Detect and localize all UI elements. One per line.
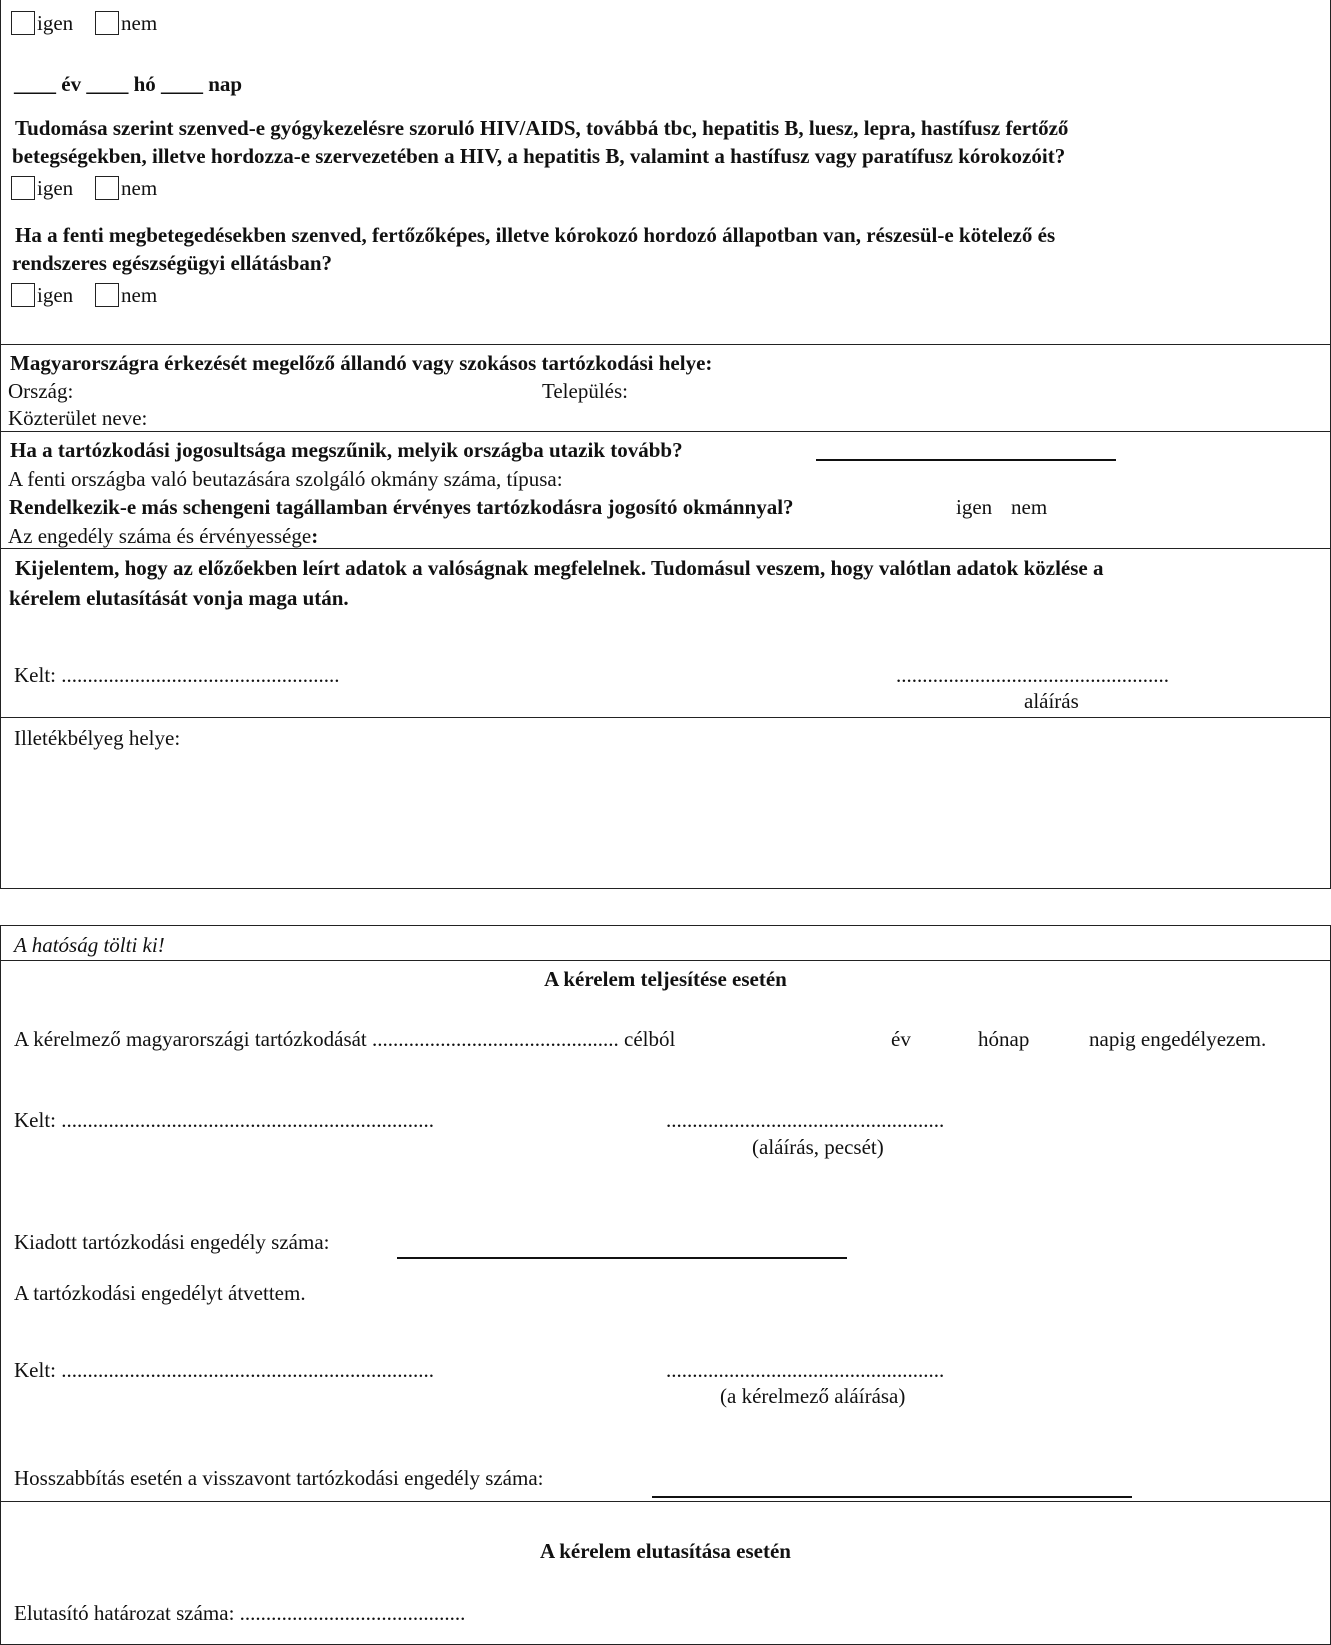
declaration-date-field[interactable]: Kelt: ..................................................... [14, 663, 340, 687]
permit-received-statement: A tartózkodási engedélyt átvettem. [14, 1281, 306, 1305]
approval-date-field[interactable]: Kelt: ....................................................................... [14, 1108, 434, 1132]
approval-day-label: napig engedélyezem. [1089, 1027, 1267, 1051]
permit-validity-text: Az engedély száma és érvényessége [8, 524, 312, 548]
onward-country-input-line[interactable] [816, 459, 1116, 461]
date-line: ____ év ____ hó ____ nap [14, 72, 243, 96]
rejection-number-field[interactable]: Elutasító határozat száma: ........................................... [14, 1601, 466, 1625]
divider [0, 960, 1331, 961]
q0-yes-checkbox[interactable] [11, 11, 35, 35]
q0-no-checkbox[interactable] [95, 11, 119, 35]
permit-validity-colon: : [311, 524, 319, 548]
q1-text-line1: Tudomása szerint szenved-e gyógykezelésre szoruló HIV/AIDS, továbbá tbc, hepatitis B, luesz, lepra, hastífusz fertőző [15, 116, 1069, 140]
divider [0, 717, 1331, 718]
street-label: Közterület neve: [8, 406, 148, 430]
revoked-permit-input-line[interactable] [652, 1496, 1132, 1498]
divider [0, 548, 1331, 549]
q0-yes-label: igen [37, 11, 74, 35]
q2-yes-label: igen [37, 283, 74, 307]
settlement-label: Település: [542, 379, 628, 403]
receipt-date-field[interactable]: Kelt: ....................................................................... [14, 1358, 434, 1382]
q2-text-line2: rendszeres egészségügyi ellátásban? [12, 251, 333, 275]
q1-no-label: nem [121, 176, 158, 200]
residence-heading: Magyarországra érkezését megelőző állandó vagy szokásos tartózkodási helye: [10, 351, 713, 375]
permit-validity-label [8, 526, 318, 547]
rejection-section-title: A kérelem elutasítása esetén [540, 1539, 791, 1563]
q2-text-line1: Ha a fenti megbetegedésekben szenved, fertőzőképes, illetve kórokozó hordozó állapotban van, részesül-e kötelező és [15, 223, 1056, 247]
approval-signature-line[interactable]: ..................................................... [666, 1108, 945, 1132]
declaration-line2: kérelem elutasítását vonja maga után. [9, 586, 349, 610]
q1-text-line2: betegségekben, illetve hordozza-e szervezetében a HIV, a hepatitis B, valamint a hastífusz vagy paratífusz kórokozóit? [12, 144, 1066, 168]
divider [0, 431, 1331, 432]
schengen-question: Rendelkezik-e más schengeni tagállamban érvényes tartózkodásra jogosító okmánnyal? [9, 495, 794, 519]
approval-signature-label: (aláírás, pecsét) [752, 1135, 884, 1159]
schengen-yes-option[interactable]: igen [956, 495, 993, 519]
applicant-signature-label: (a kérelmező aláírása) [720, 1384, 906, 1408]
onward-document-label: A fenti országba való beutazására szolgáló okmány száma, típusa: [8, 467, 563, 491]
applicant-signature-line[interactable]: ..................................................... [666, 1358, 945, 1382]
q1-yes-checkbox[interactable] [11, 176, 35, 200]
declaration-signature-line[interactable]: .................................................... [896, 663, 1169, 687]
country-label: Ország: [8, 379, 74, 403]
revoked-permit-label: Hosszabbítás esetén a visszavont tartózkodási engedély száma: [14, 1466, 544, 1490]
approval-purpose-line: A kérelmező magyarországi tartózkodását ............................................... célból [14, 1027, 676, 1051]
q1-no-checkbox[interactable] [95, 176, 119, 200]
q2-no-checkbox[interactable] [95, 283, 119, 307]
q1-yes-label: igen [37, 176, 74, 200]
declaration-line1: Kijelentem, hogy az előzőekben leírt adatok a valóságnak megfelelnek. Tudomásul veszem, hogy valótlan adatok közlése a [15, 556, 1104, 580]
issued-permit-input-line[interactable] [397, 1257, 847, 1259]
declaration-signature-label: aláírás [1024, 689, 1079, 713]
schengen-no-option[interactable]: nem [1011, 495, 1048, 519]
approval-month-label: hónap [978, 1027, 1030, 1051]
onward-country-question: Ha a tartózkodási jogosultsága megszűnik, melyik országba utazik tovább? [10, 438, 683, 462]
stamp-place-label: Illetékbélyeg helye: [14, 726, 181, 750]
approval-year-label: év [891, 1027, 911, 1051]
q0-no-label: nem [121, 11, 158, 35]
issued-permit-label: Kiadott tartózkodási engedély száma: [14, 1230, 330, 1254]
authority-header: A hatóság tölti ki! [14, 933, 165, 957]
approval-section-title: A kérelem teljesítése esetén [544, 967, 787, 991]
q2-no-label: nem [121, 283, 158, 307]
divider [0, 344, 1331, 345]
q2-yes-checkbox[interactable] [11, 283, 35, 307]
divider [0, 1501, 1331, 1502]
